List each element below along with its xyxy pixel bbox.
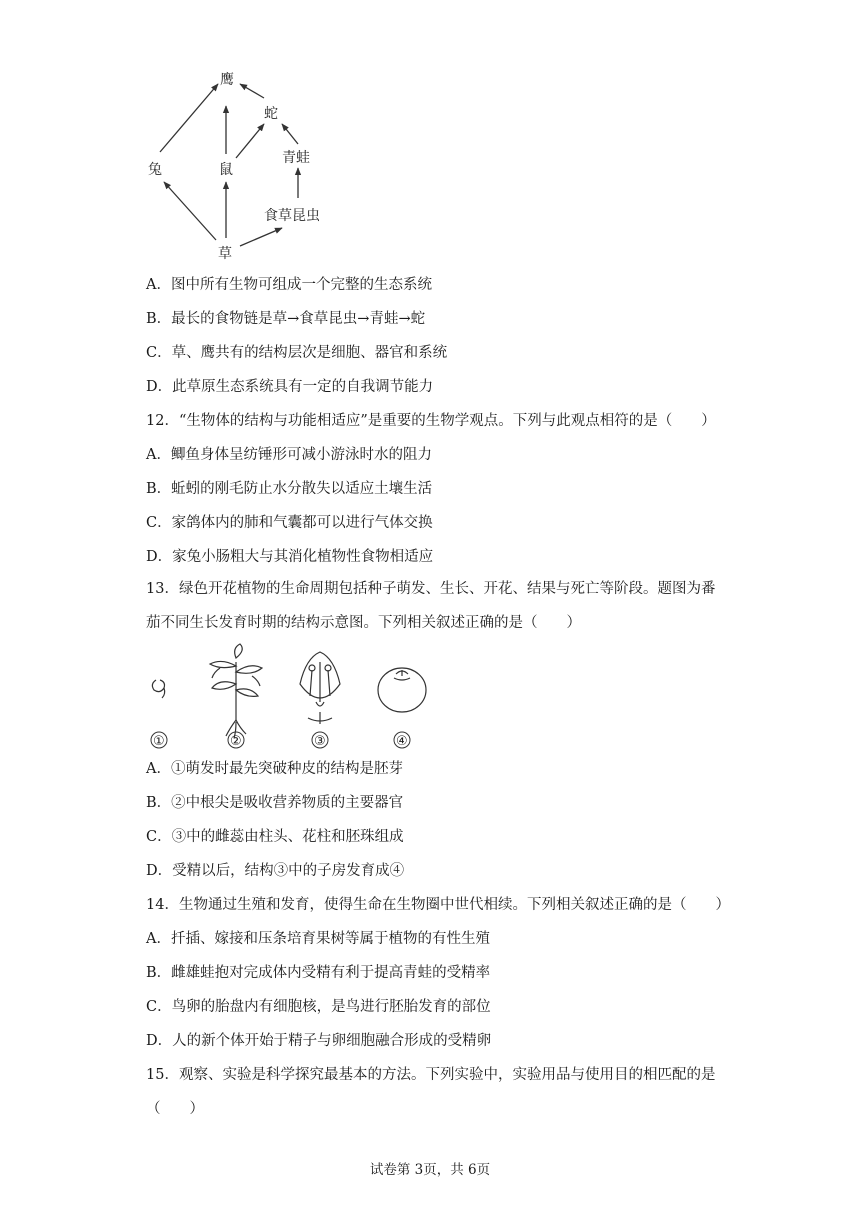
fig-label-2: ②: [230, 734, 242, 749]
q15-stem: 15．观察、实验是科学探究最基本的方法。下列实验中，实验用品与使用目的相匹配的是（ ）: [146, 1067, 716, 1117]
q12-option-c: C．家鸽体内的肺和气囊都可以进行气体交换: [146, 515, 433, 531]
fig-label-3: ③: [314, 734, 326, 749]
q14-option-d: D．人的新个体开始于精子与卵细胞融合形成的受精卵: [146, 1033, 492, 1049]
q12-stem: 12．“生物体的结构与功能相适应”是重要的生物学观点。下列与此观点相符的是（ ）: [146, 413, 716, 429]
arrow-grass-rabbit: [164, 182, 216, 240]
q11-option-d: D．此草原生态系统具有一定的自我调节能力: [146, 379, 434, 395]
q11-option-b: B．最长的食物链是草→食草昆虫→青蛙→蛇: [146, 311, 426, 327]
label-snake: 蛇: [264, 106, 278, 122]
q14-option-a: A．扦插、嫁接和压条培育果树等属于植物的有性生殖: [146, 931, 490, 947]
q11-option-c: C．草、鹰共有的结构层次是细胞、器官和系统: [146, 345, 448, 361]
seedling-drawing: [210, 644, 262, 738]
arrow-rabbit-eagle: [160, 84, 218, 152]
q13-option-c: C．③中的雌蕊由柱头、花柱和胚珠组成: [146, 829, 404, 845]
q13-option-b: B．②中根尖是吸收营养物质的主要器官: [146, 795, 404, 811]
arrow-frog-snake: [282, 124, 298, 144]
arrow-grass-insect: [240, 228, 282, 246]
fig-label-1: ①: [153, 734, 165, 749]
q14-stem: 14．生物通过生殖和发育，使得生命在生物圈中世代相续。下列相关叙述正确的是（ ）: [146, 897, 730, 913]
q12-option-b: B．蚯蚓的刚毛防止水分散失以适应土壤生活: [146, 481, 433, 497]
flower-drawing: [300, 652, 340, 724]
label-rabbit: 兔: [148, 162, 162, 178]
page-footer: 试卷第 3页，共 6页: [369, 1162, 491, 1178]
arrow-mouse-snake: [236, 124, 264, 158]
q12-option-d: D．家兔小肠粗大与其消化植物性食物相适应: [146, 549, 434, 565]
label-insect: 食草昆虫: [264, 208, 320, 224]
fig-label-4: ④: [396, 734, 408, 749]
q11-option-a: A．图中所有生物可组成一个完整的生态系统: [146, 277, 432, 293]
q14-option-c: C．鸟卵的胎盘内有细胞核，是鸟进行胚胎发育的部位: [146, 999, 491, 1015]
q14-option-b: B．雌雄蛙抱对完成体内受精有利于提高青蛙的受精率: [146, 965, 491, 981]
q12-option-a: A．鲫鱼身体呈纺锤形可减小游泳时水的阻力: [146, 447, 432, 463]
label-mouse: 鼠: [219, 162, 233, 178]
arrow-snake-eagle: [240, 84, 264, 98]
label-grass: 草: [218, 246, 232, 262]
seed-drawing: [152, 680, 164, 698]
label-eagle: 鹰: [220, 72, 234, 88]
food-web-diagram: [140, 62, 340, 262]
q13-stem: 13．绿色开花植物的生命周期包括种子萌发、生长、开花、结果与死亡等阶段。题图为番茄不同生长发育时期的结构示意图。下列相关叙述正确的是（ ）: [146, 581, 716, 631]
q13-option-d: D．受精以后，结构③中的子房发育成④: [146, 863, 405, 879]
tomato-stages-figure: [140, 632, 440, 752]
tomato-drawing: [378, 668, 426, 712]
label-frog: 青蛙: [282, 150, 310, 166]
q13-option-a: A．①萌发时最先突破种皮的结构是胚芽: [146, 761, 403, 777]
